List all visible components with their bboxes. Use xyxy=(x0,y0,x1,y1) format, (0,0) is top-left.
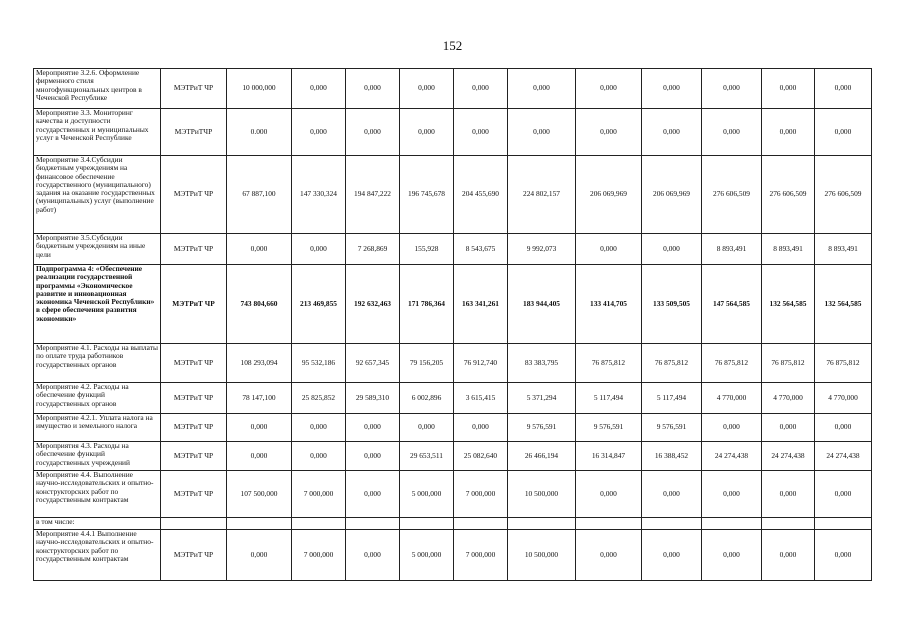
value-cell: 0,000 xyxy=(346,471,400,518)
executor-cell: МЭТРиТЧР xyxy=(161,109,227,156)
value-cell: 8 893,491 xyxy=(762,234,815,265)
value-cell: 147 564,585 xyxy=(702,265,762,344)
row-name-cell: Мероприятие 4.4. Выполнение научно-исследовательских и опытно-конструкторских работ по государственным контрактам xyxy=(34,471,161,518)
value-cell: 0,000 xyxy=(762,69,815,109)
value-cell: 76 875,812 xyxy=(815,344,872,383)
value-cell: 0,000 xyxy=(642,69,702,109)
executor-cell: МЭТРиТ ЧР xyxy=(161,471,227,518)
value-cell: 3 615,415 xyxy=(454,383,508,414)
value-cell: 26 466,194 xyxy=(508,442,576,471)
value-cell xyxy=(292,518,346,530)
value-cell: 0,000 xyxy=(292,109,346,156)
value-cell: 7 000,000 xyxy=(454,471,508,518)
value-cell: 0,000 xyxy=(642,471,702,518)
value-cell: 0,000 xyxy=(762,414,815,442)
table-row xyxy=(34,344,872,383)
row-name-cell: Мероприятие 3.5.Субсидии бюджетным учреждениям на иные цели xyxy=(34,234,161,265)
executor-cell: МЭТРиТ ЧР xyxy=(161,69,227,109)
value-cell: 24 274,438 xyxy=(702,442,762,471)
value-cell: 0,000 xyxy=(702,414,762,442)
value-cell: 5 117,494 xyxy=(576,383,642,414)
row-name-cell: в том числе: xyxy=(34,518,161,530)
table-row xyxy=(34,442,872,471)
value-cell: 78 147,100 xyxy=(227,383,292,414)
value-cell: 132 564,585 xyxy=(815,265,872,344)
value-cell: 8 893,491 xyxy=(702,234,762,265)
value-cell: 16 388,452 xyxy=(642,442,702,471)
executor-cell: МЭТРиТ ЧР xyxy=(161,156,227,234)
table-row xyxy=(34,69,872,109)
value-cell: 76 912,740 xyxy=(454,344,508,383)
table-row xyxy=(34,234,872,265)
value-cell: 4 770,000 xyxy=(702,383,762,414)
value-cell: 8 893,491 xyxy=(815,234,872,265)
value-cell: 0,000 xyxy=(702,109,762,156)
value-cell xyxy=(762,518,815,530)
row-name-cell: Мероприятие 4.2. Расходы на обеспечение функций государственных органов xyxy=(34,383,161,414)
value-cell: 10 500,000 xyxy=(508,471,576,518)
value-cell: 0,000 xyxy=(762,109,815,156)
value-cell: 76 875,812 xyxy=(702,344,762,383)
value-cell: 0,000 xyxy=(702,471,762,518)
value-cell: 5 371,294 xyxy=(508,383,576,414)
value-cell: 0,000 xyxy=(454,109,508,156)
value-cell: 10 000,000 xyxy=(227,69,292,109)
executor-cell: МЭТРиТ ЧР xyxy=(161,344,227,383)
page-number: 152 xyxy=(442,38,463,53)
value-cell: 29 589,310 xyxy=(346,383,400,414)
value-cell: 0,000 xyxy=(762,471,815,518)
value-cell: 0,000 xyxy=(508,109,576,156)
value-cell: 163 341,261 xyxy=(454,265,508,344)
value-cell: 76 875,812 xyxy=(642,344,702,383)
value-cell: 76 875,812 xyxy=(762,344,815,383)
value-cell: 0,000 xyxy=(642,234,702,265)
value-cell: 183 944,405 xyxy=(508,265,576,344)
value-cell: 0,000 xyxy=(292,234,346,265)
value-cell: 0,000 xyxy=(815,530,872,581)
value-cell: 0,000 xyxy=(292,414,346,442)
value-cell: 10 500,000 xyxy=(508,530,576,581)
value-cell: 224 802,157 xyxy=(508,156,576,234)
row-name-cell: Мероприятие 4.4.1 Выполнение научно-исследовательских и опытно-конструкторских работ по государственным контрактам xyxy=(34,530,161,581)
value-cell: 8 543,675 xyxy=(454,234,508,265)
value-cell: 9 992,073 xyxy=(508,234,576,265)
table-row xyxy=(34,518,872,530)
value-cell: 132 564,585 xyxy=(762,265,815,344)
value-cell: 0,000 xyxy=(400,69,454,109)
value-cell: 192 632,463 xyxy=(346,265,400,344)
value-cell: 133 414,705 xyxy=(576,265,642,344)
value-cell: 67 887,100 xyxy=(227,156,292,234)
value-cell: 4 770,000 xyxy=(762,383,815,414)
value-cell: 0,000 xyxy=(815,414,872,442)
value-cell: 0,000 xyxy=(346,414,400,442)
row-name-cell: Мероприятия 4.3. Расходы на обеспечение функций государственных учреждений xyxy=(34,442,161,471)
value-cell: 213 469,855 xyxy=(292,265,346,344)
value-cell xyxy=(400,518,454,530)
value-cell: 6 002,896 xyxy=(400,383,454,414)
table-body xyxy=(34,69,872,581)
value-cell: 0,000 xyxy=(576,69,642,109)
value-cell: 196 745,678 xyxy=(400,156,454,234)
value-cell: 155,928 xyxy=(400,234,454,265)
value-cell: 133 509,505 xyxy=(642,265,702,344)
value-cell: 0,000 xyxy=(642,530,702,581)
table-row xyxy=(34,109,872,156)
value-cell: 83 383,795 xyxy=(508,344,576,383)
value-cell: 24 274,438 xyxy=(815,442,872,471)
value-cell: 7 000,000 xyxy=(292,530,346,581)
value-cell: 0,000 xyxy=(702,69,762,109)
value-cell: 95 532,186 xyxy=(292,344,346,383)
value-cell: 9 576,591 xyxy=(576,414,642,442)
value-cell: 743 804,660 xyxy=(227,265,292,344)
value-cell: 76 875,812 xyxy=(576,344,642,383)
row-name-cell: Мероприятие 4.2.1. Уплата налога на имущество и земельного налога xyxy=(34,414,161,442)
value-cell: 29 653,511 xyxy=(400,442,454,471)
executor-cell: МЭТРиТ ЧР xyxy=(161,383,227,414)
value-cell: 0,000 xyxy=(346,530,400,581)
value-cell: 0,000 xyxy=(292,442,346,471)
value-cell xyxy=(702,518,762,530)
value-cell: 107 500,000 xyxy=(227,471,292,518)
executor-cell: МЭТРиТ ЧР xyxy=(161,265,227,344)
budget-table xyxy=(33,68,872,581)
value-cell xyxy=(346,518,400,530)
table-row xyxy=(34,383,872,414)
value-cell: 5 117,494 xyxy=(642,383,702,414)
executor-cell: МЭТРиТ ЧР xyxy=(161,442,227,471)
value-cell: 9 576,591 xyxy=(642,414,702,442)
value-cell: 0,000 xyxy=(815,109,872,156)
row-name-cell: Подпрограмма 4: «Обеспечение реализации государственной программы «Экономическое развитие и инновационная экономика Чеченской Республики» в сфере обеспечения развития экономики» xyxy=(34,265,161,344)
value-cell xyxy=(227,518,292,530)
row-name-cell: Мероприятие 3.4.Субсидии бюджетным учреждениям на финансовое обеспечение государственного (муниципального) задания на оказание государственных (муниципальных) услуг (выполнение работ) xyxy=(34,156,161,234)
value-cell: 147 330,324 xyxy=(292,156,346,234)
value-cell: 0,000 xyxy=(576,109,642,156)
value-cell: 0,000 xyxy=(762,530,815,581)
value-cell: 0,000 xyxy=(702,530,762,581)
value-cell: 5 000,000 xyxy=(400,530,454,581)
value-cell: 108 293,094 xyxy=(227,344,292,383)
value-cell xyxy=(815,518,872,530)
row-name-cell: Мероприятие 4.1. Расходы на выплаты по оплате труда работников государственных органов xyxy=(34,344,161,383)
value-cell xyxy=(508,518,576,530)
value-cell: 0,000 xyxy=(227,442,292,471)
value-cell: 0,000 xyxy=(454,69,508,109)
value-cell: 7 268,869 xyxy=(346,234,400,265)
value-cell: 9 576,591 xyxy=(508,414,576,442)
executor-cell: МЭТРиТ ЧР xyxy=(161,234,227,265)
value-cell: 0,000 xyxy=(400,109,454,156)
table-row xyxy=(34,156,872,234)
value-cell: 0,000 xyxy=(454,414,508,442)
value-cell xyxy=(642,518,702,530)
value-cell: 0,000 xyxy=(227,234,292,265)
value-cell xyxy=(576,518,642,530)
value-cell: 7 000,000 xyxy=(292,471,346,518)
value-cell: 171 786,364 xyxy=(400,265,454,344)
value-cell: 0,000 xyxy=(346,442,400,471)
executor-cell: МЭТРиТ ЧР xyxy=(161,414,227,442)
value-cell: 0,000 xyxy=(292,69,346,109)
value-cell: 0,000 xyxy=(576,471,642,518)
table-row xyxy=(34,414,872,442)
value-cell: 276 606,509 xyxy=(762,156,815,234)
value-cell: 0,000 xyxy=(815,69,872,109)
value-cell: 0,000 xyxy=(815,471,872,518)
value-cell: 206 069,969 xyxy=(576,156,642,234)
row-name-cell: Мероприятие 3.3. Мониторинг качества и доступности государственных и муниципальных услуг в Чеченской Республике xyxy=(34,109,161,156)
value-cell: 0,000 xyxy=(227,530,292,581)
value-cell: 4 770,000 xyxy=(815,383,872,414)
value-cell: 0.000 xyxy=(227,109,292,156)
value-cell xyxy=(454,518,508,530)
value-cell: 25 825,852 xyxy=(292,383,346,414)
value-cell: 0,000 xyxy=(576,234,642,265)
value-cell: 79 156,205 xyxy=(400,344,454,383)
row-name-cell: Мероприятие 3.2.6. Оформление фирменного стиля многофункциональных центров в Чеченской Республике xyxy=(34,69,161,109)
value-cell: 194 847,222 xyxy=(346,156,400,234)
value-cell: 206 069,969 xyxy=(642,156,702,234)
value-cell: 92 657,345 xyxy=(346,344,400,383)
value-cell: 276 606,509 xyxy=(702,156,762,234)
value-cell: 276 606,509 xyxy=(815,156,872,234)
value-cell: 24 274,438 xyxy=(762,442,815,471)
table-row xyxy=(34,265,872,344)
value-cell: 7 000,000 xyxy=(454,530,508,581)
value-cell: 0,000 xyxy=(642,109,702,156)
value-cell: 204 455,690 xyxy=(454,156,508,234)
executor-cell xyxy=(161,518,227,530)
value-cell: 0,000 xyxy=(508,69,576,109)
value-cell: 0,000 xyxy=(576,530,642,581)
value-cell: 0,000 xyxy=(227,414,292,442)
table-row xyxy=(34,471,872,518)
value-cell: 0,000 xyxy=(346,69,400,109)
value-cell: 0,000 xyxy=(400,414,454,442)
value-cell: 16 314,847 xyxy=(576,442,642,471)
value-cell: 25 082,640 xyxy=(454,442,508,471)
executor-cell: МЭТРиТ ЧР xyxy=(161,530,227,581)
table-row xyxy=(34,530,872,581)
value-cell: 5 000,000 xyxy=(400,471,454,518)
value-cell: 0,000 xyxy=(346,109,400,156)
